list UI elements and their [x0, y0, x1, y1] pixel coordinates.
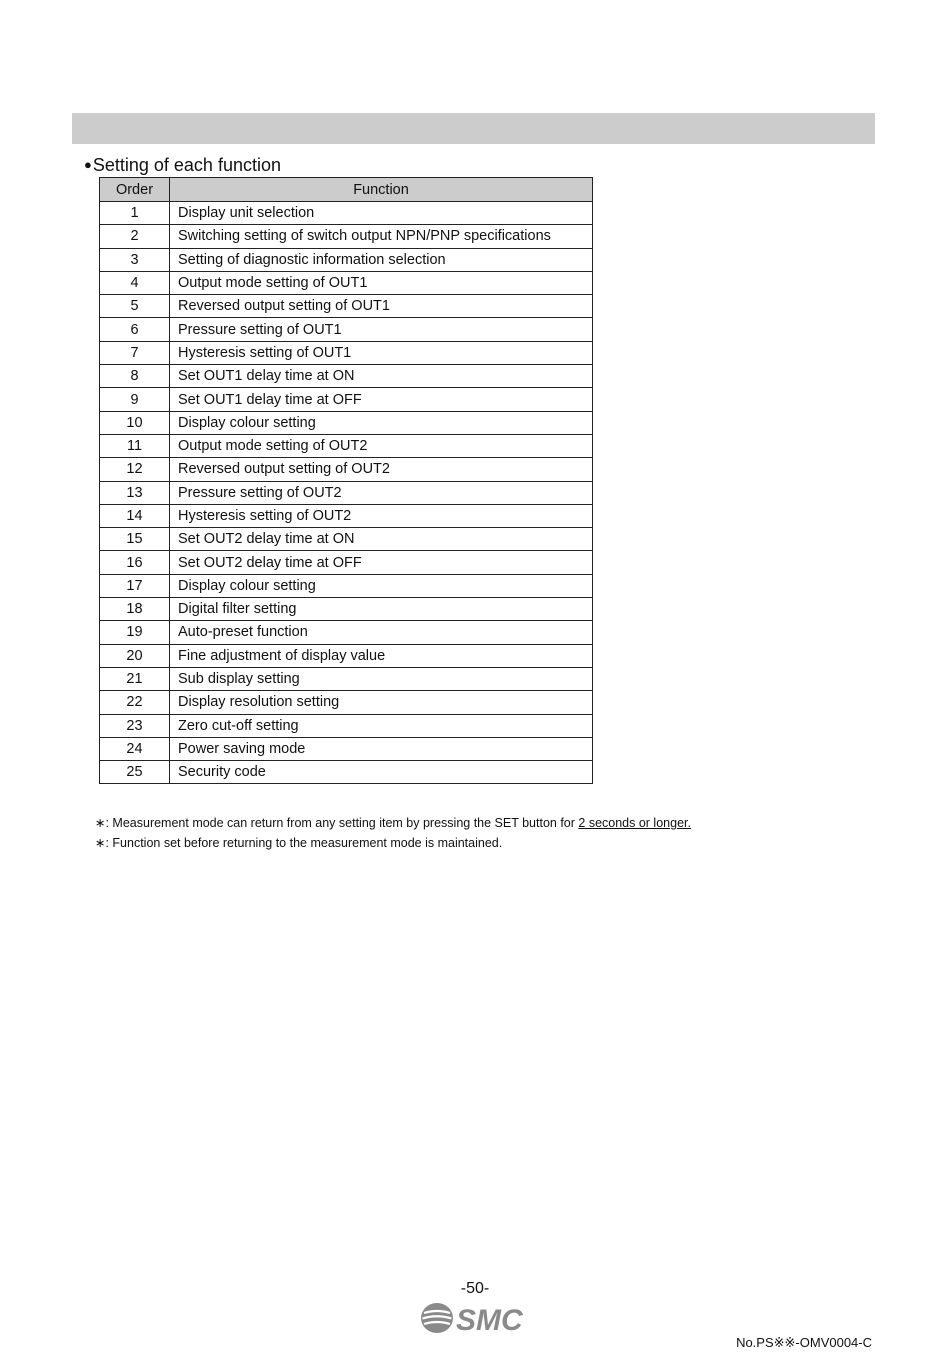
order-cell: 9	[100, 388, 170, 411]
table-row	[100, 551, 593, 574]
order-cell: 16	[100, 551, 170, 574]
order-cell: 1	[100, 202, 170, 225]
function-cell: Digital filter setting	[170, 598, 593, 621]
function-table	[99, 177, 593, 784]
function-cell: Set OUT1 delay time at ON	[170, 365, 593, 388]
note-2: ∗: Function set before returning to the measurement mode is maintained.	[95, 836, 503, 850]
order-cell: 5	[100, 295, 170, 318]
order-cell: 2	[100, 225, 170, 248]
section-title	[84, 154, 281, 176]
function-cell: Power saving mode	[170, 737, 593, 760]
table-row	[100, 388, 593, 411]
table-row	[100, 248, 593, 271]
table-row	[100, 202, 593, 225]
order-cell: 25	[100, 761, 170, 784]
function-cell: Sub display setting	[170, 667, 593, 690]
table-row	[100, 411, 593, 434]
smc-logo	[420, 1300, 530, 1336]
bullet-icon: ●	[84, 157, 92, 172]
order-cell: 7	[100, 341, 170, 364]
table-row	[100, 621, 593, 644]
table-row	[100, 667, 593, 690]
order-cell: 8	[100, 365, 170, 388]
order-cell: 11	[100, 434, 170, 457]
function-cell: Fine adjustment of display value	[170, 644, 593, 667]
note-1	[95, 815, 691, 831]
document-number: No.PS※※-OMV0004-C	[736, 1335, 872, 1350]
header-bar	[72, 113, 875, 144]
function-cell: Auto-preset function	[170, 621, 593, 644]
order-cell: 17	[100, 574, 170, 597]
function-cell: Display unit selection	[170, 202, 593, 225]
order-cell: 13	[100, 481, 170, 504]
function-cell: Switching setting of switch output NPN/PNP specifications	[170, 225, 593, 248]
order-column-header: Order	[100, 178, 170, 202]
note-1-text: ∗: Measurement mode can return from any setting item by pressing the SET button for	[95, 816, 579, 830]
table-row	[100, 365, 593, 388]
function-cell: Hysteresis setting of OUT1	[170, 341, 593, 364]
table-row	[100, 458, 593, 481]
table-row	[100, 295, 593, 318]
function-table-body	[100, 202, 593, 784]
order-cell: 14	[100, 504, 170, 527]
smc-logo-text: SMC	[456, 1304, 523, 1336]
function-cell: Pressure setting of OUT2	[170, 481, 593, 504]
order-cell: 20	[100, 644, 170, 667]
table-row	[100, 714, 593, 737]
page-number: -50-	[460, 1280, 490, 1297]
order-cell: 23	[100, 714, 170, 737]
table-row	[100, 691, 593, 714]
function-cell: Display resolution setting	[170, 691, 593, 714]
table-row	[100, 318, 593, 341]
table-row	[100, 644, 593, 667]
function-cell: Hysteresis setting of OUT2	[170, 504, 593, 527]
table-row	[100, 271, 593, 294]
order-cell: 22	[100, 691, 170, 714]
order-cell: 18	[100, 598, 170, 621]
function-cell: Reversed output setting of OUT1	[170, 295, 593, 318]
function-cell: Zero cut-off setting	[170, 714, 593, 737]
order-cell: 15	[100, 528, 170, 551]
function-cell: Pressure setting of OUT1	[170, 318, 593, 341]
order-cell: 21	[100, 667, 170, 690]
table-row	[100, 225, 593, 248]
function-cell: Setting of diagnostic information selection	[170, 248, 593, 271]
order-cell: 4	[100, 271, 170, 294]
table-row	[100, 341, 593, 364]
function-cell: Set OUT2 delay time at OFF	[170, 551, 593, 574]
table-row	[100, 528, 593, 551]
note-1-underlined: 2 seconds or longer.	[578, 816, 691, 830]
order-cell: 6	[100, 318, 170, 341]
order-cell: 12	[100, 458, 170, 481]
function-cell: Security code	[170, 761, 593, 784]
table-row	[100, 737, 593, 760]
table-row	[100, 598, 593, 621]
function-column-header: Function	[170, 178, 593, 202]
table-row	[100, 574, 593, 597]
function-cell: Reversed output setting of OUT2	[170, 458, 593, 481]
table-row	[100, 504, 593, 527]
order-cell: 10	[100, 411, 170, 434]
order-cell: 24	[100, 737, 170, 760]
table-row	[100, 761, 593, 784]
function-cell: Set OUT2 delay time at ON	[170, 528, 593, 551]
table-row	[100, 481, 593, 504]
function-cell: Output mode setting of OUT1	[170, 271, 593, 294]
section-title-text: Setting of each function	[92, 155, 281, 175]
order-cell: 19	[100, 621, 170, 644]
order-cell: 3	[100, 248, 170, 271]
function-cell: Display colour setting	[170, 411, 593, 434]
function-cell: Output mode setting of OUT2	[170, 434, 593, 457]
table-header-row	[100, 178, 593, 202]
function-cell: Set OUT1 delay time at OFF	[170, 388, 593, 411]
function-cell: Display colour setting	[170, 574, 593, 597]
table-row	[100, 434, 593, 457]
